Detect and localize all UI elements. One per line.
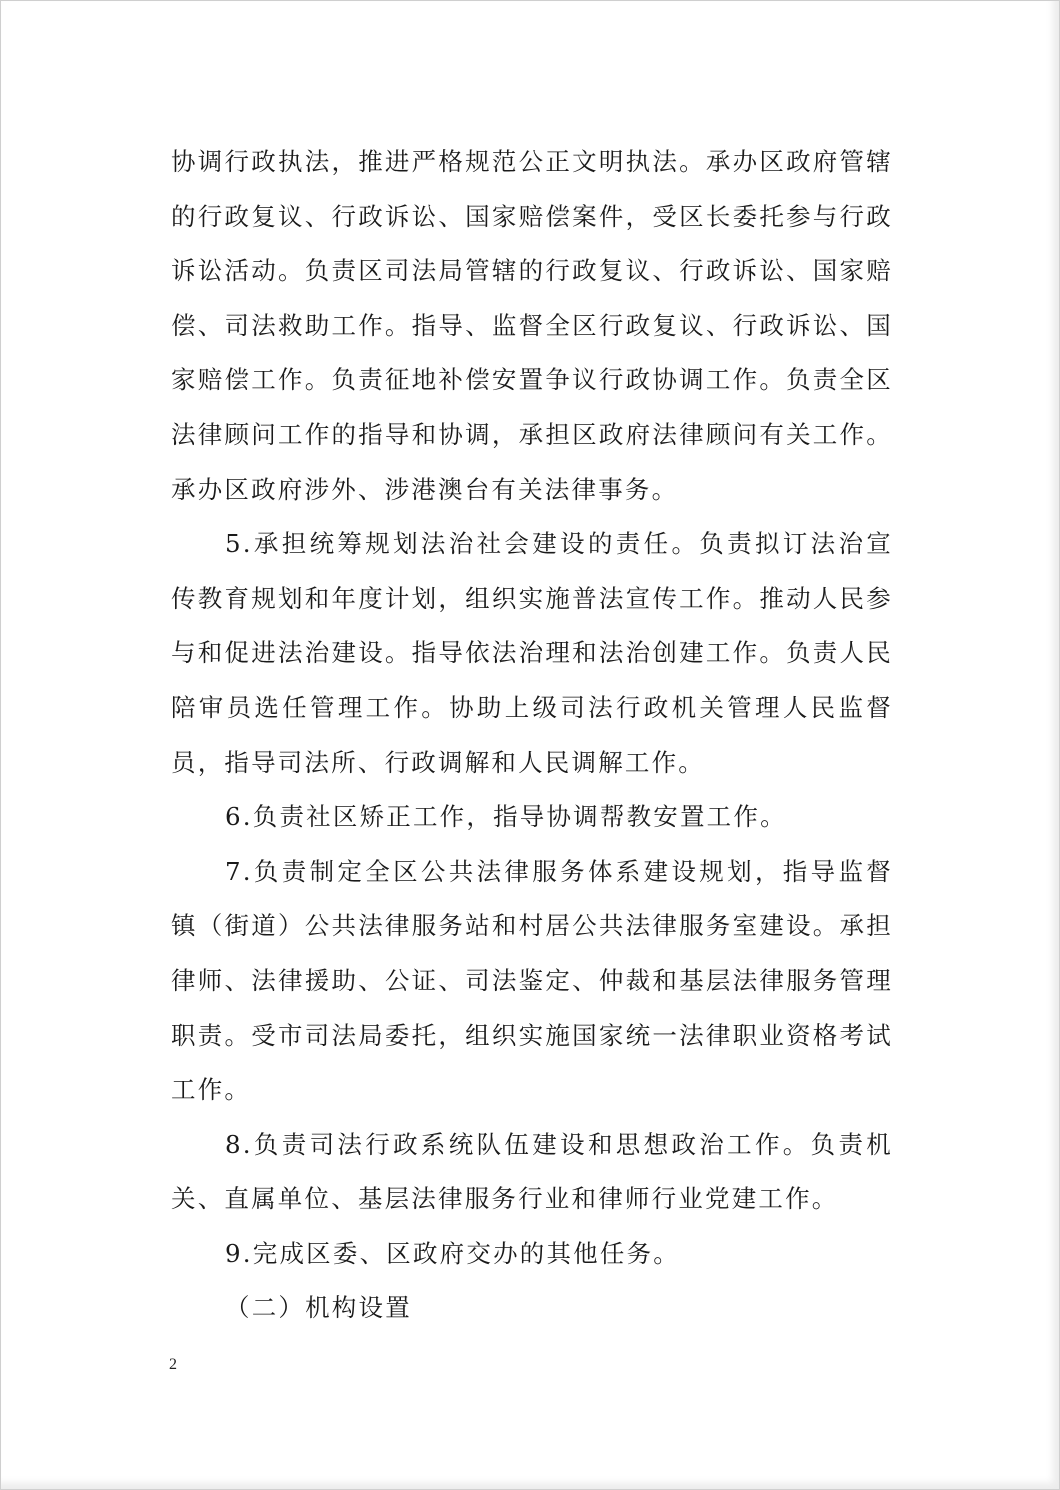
paragraph-item-6: 6.负责社区矫正工作，指导协调帮教安置工作。 [225, 802, 787, 832]
section-heading-organization: （二）机构设置 [225, 1293, 412, 1323]
paragraph-item-7: 7.负责制定全区公共法律服务体系建设规划，指导监督镇（街道）公共法律服务站和村居公共法律服务室建设。承担律师、法律援助、公证、司法鉴定、仲裁和基层法律服务管理职责。受市司法局委托，组织实施国家统一法律职业资格考试工作。 [171, 856, 893, 1105]
paragraph-item-8: 8.负责司法行政系统队伍建设和思想政治工作。负责机关、直属单位、基层法律服务行业和律师行业党建工作。 [171, 1129, 893, 1214]
paragraph-continued-duties: 协调行政执法，推进严格规范公正文明执法。承办区政府管辖的行政复议、行政诉讼、国家赔偿案件，受区长委托参与行政诉讼活动。负责区司法局管辖的行政复议、行政诉讼、国家赔偿、司法救助工作。指导、监督全区行政复议、行政诉讼、国家赔偿工作。负责征地补偿安置争议行政协调工作。负责全区法律顾问工作的指导和协调，承担区政府法律顾问有关工作。承办区政府涉外、涉港澳台有关法律事务。 [171, 147, 893, 504]
paragraph-item-9: 9.完成区委、区政府交办的其他任务。 [225, 1238, 680, 1268]
document-body [171, 135, 893, 1336]
page-number: 2 [169, 1356, 177, 1373]
paragraph-item-5: 5.承担统筹规划法治社会建设的责任。负责拟订法治宣传教育规划和年度计划，组织实施普法宣传工作。推动人民参与和促进法治建设。指导依法治理和法治创建工作。负责人民陪审员选任管理工作。协助上级司法行政机关管理人民监督员，指导司法所、行政调解和人民调解工作。 [171, 529, 893, 777]
